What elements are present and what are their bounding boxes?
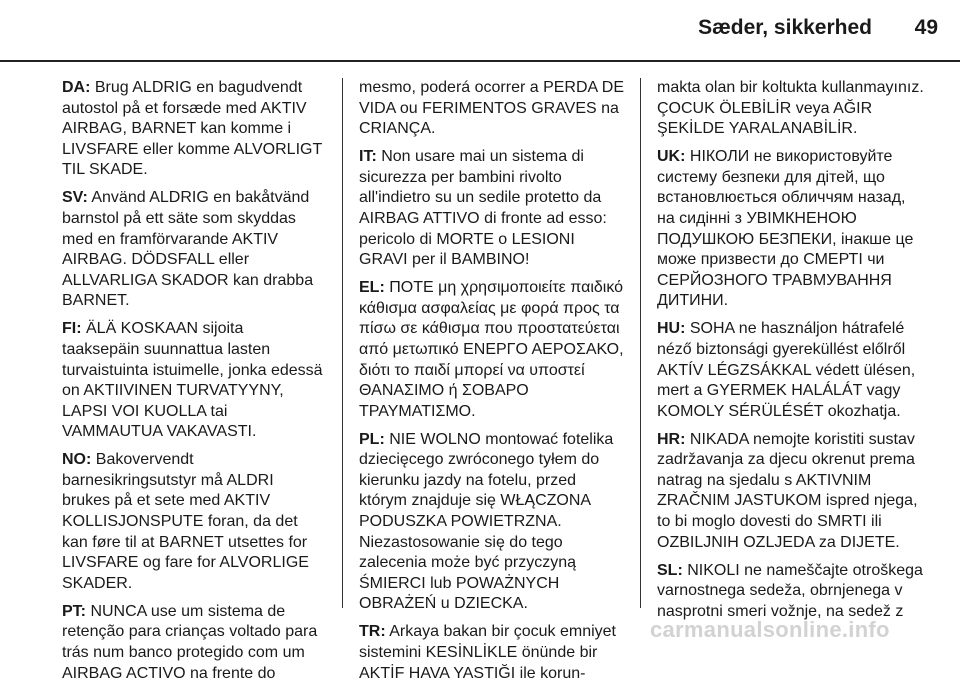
language-code: TR: (359, 623, 386, 641)
warning-paragraph-sv (62, 188, 324, 312)
warning-paragraph-pl (359, 430, 625, 615)
paragraph-text: Brug ALDRIG en bagudvendt autostol på et forsæde med AKTIV AIRBAG, BARNET kan komme i LIVSFARE eller komme ALVORLIGT TIL SKADE. (62, 79, 322, 179)
language-code: EL: (359, 279, 385, 297)
paragraph-text: ÄLÄ KOSKAAN sijoita taaksepäin suunnattua lasten turvaistuinta istuimelle, jonka edessä on AKTIIVINEN TURVATYYNY, LAPSI VOI KUOLLA tai VAMMAUTUA VAKAVASTI. (62, 320, 323, 441)
section-title: Sæder, sikkerhed (698, 16, 872, 39)
language-code: SL: (657, 561, 683, 579)
column-divider (640, 78, 641, 608)
language-code: SV: (62, 189, 88, 207)
text-column-3 (657, 78, 925, 630)
language-code: HR: (657, 430, 686, 448)
paragraph-text: mesmo, poderá ocorrer a PERDA DE VIDA ou FERIMENTOS GRAVES na CRIANÇA. (359, 79, 624, 138)
paragraph-text: NIKOLI ne nameščajte otroškega varnostnega sedeža, obrnjenega v nasprotni smeri vožnje, na sedež z (657, 561, 923, 620)
warning-paragraph-tr-cont (657, 78, 925, 140)
paragraph-text: NIKADA nemojte koristiti sustav zadržavanja za djecu okrenut prema natrag na sjedalu s AKTIVNIM ZRAČNIM JASTUKOM ispred njega, to bi moglo dovesti do SMRTI ili OZBILJNIH OZLJEDA za DIJETE. (657, 430, 918, 551)
watermark-text: carmanualsonline.info (650, 617, 890, 642)
paragraph-text: Använd ALDRIG en bakåtvänd barnstol på ett säte som skyddas med en framförvarande AKTIV AIRBAG. DÖDSFALL eller ALLVARLIGA SKADOR kan drabba BARNET. (62, 189, 314, 310)
paragraph-text: NUNCA use um sistema de retenção para crianças voltado para trás num banco protegido com um AIRBAG ACTIVO na frente do (62, 602, 318, 682)
warning-paragraph-it (359, 147, 625, 271)
warning-paragraph-el (359, 278, 625, 422)
warning-paragraph-no (62, 450, 324, 594)
language-code: HU: (657, 320, 686, 338)
language-code: PL: (359, 430, 385, 448)
language-code: PT: (62, 602, 86, 620)
paragraph-text: ΠΟΤΕ μη χρησιμοποιείτε παιδικό κάθισμα ασφαλείας με φορά προς τα πίσω σε κάθισμα που προστατεύεται από μετωπικό ΕΝΕΡΓΟ ΑΕΡΟΣΑΚΟ, διότι το παιδί μπορεί να υποστεί ΘΑΝΑΣΙΜΟ ή ΣΟΒΑΡΟ ΤΡΑΥΜΑΤΙΣΜΟ. (359, 279, 624, 420)
paragraph-text: Arkaya bakan bir çocuk emniyet sistemini KESİNLİKLE önünde bir AKTİF HAVA YASTIĞI ile korun- (359, 623, 616, 682)
paragraph-text: Bakovervendt barnesikringsutstyr må ALDRI brukes på et sete med AKTIV KOLLISJONSPUTE foran, da det kan føre til at BARNET utsettes for LIVSFARE og fare for ALVORLIGE SKADER. (62, 451, 309, 592)
column-divider (342, 78, 343, 608)
paragraph-text: makta olan bir koltukta kullanmayınız. ÇOCUK ÖLEBİLİR veya AĞIR ŞEKİLDE YARALANABİLİR. (657, 79, 924, 138)
language-code: UK: (657, 148, 686, 166)
paragraph-text: NIE WOLNO montować fotelika dziecięcego zwróconego tyłem do kierunku jazdy na fotelu, przed którym znajduje się WŁĄCZONA PODUSZKA POWIETRZNA. Niezastosowanie się do tego zalecenia może być przyczyną ŚMIERCI lub POWAŻNYCH OBRAŻEŃ u DZIECKA. (359, 430, 614, 613)
paragraph-text: НІКОЛИ не використовуйте систему безпеки для дітей, що встановлюється обличчям назад, на сидінні з УВІМКНЕНОЮ ПОДУШКОЮ БЕЗПЕКИ, інакше це може призвести до СМЕРТІ чи СЕРЙОЗНОГО ТРАВМУВАННЯ ДИТИНИ. (657, 148, 914, 310)
warning-paragraph-tr (359, 622, 625, 684)
text-column-2 (359, 78, 625, 692)
header-rule (0, 60, 960, 62)
warning-paragraph-hu (657, 319, 925, 422)
warning-paragraph-hr (657, 430, 925, 554)
warning-paragraph-uk (657, 147, 925, 312)
warning-paragraph-fi (62, 319, 324, 443)
paragraph-text: Non usare mai un sistema di sicurezza per bambini rivolto all'indietro su un sedile protetto da AIRBAG ATTIVO di fronte ad esso: pericolo di MORTE o LESIONI GRAVI per il BAMBINO! (359, 148, 607, 269)
warning-paragraph-sl (657, 561, 925, 623)
paragraph-text: SOHA ne használjon hátrafelé néző biztonsági gyereküllést előlről AKTÍV LÉGZSÁKKAL védett ülésen, mert a GYERMEK HALÁLÁT vagy KOMOLY SÉRÜLÉSÉT okozhatja. (657, 320, 916, 420)
language-code: DA: (62, 79, 91, 96)
language-code: NO: (62, 451, 92, 469)
page-number: 49 (914, 16, 938, 39)
text-column-1 (62, 78, 324, 692)
language-code: IT: (359, 148, 377, 166)
warning-paragraph-da (62, 78, 324, 181)
warning-paragraph-pt-cont (359, 78, 625, 140)
language-code: FI: (62, 320, 82, 338)
warning-paragraph-pt (62, 602, 324, 684)
